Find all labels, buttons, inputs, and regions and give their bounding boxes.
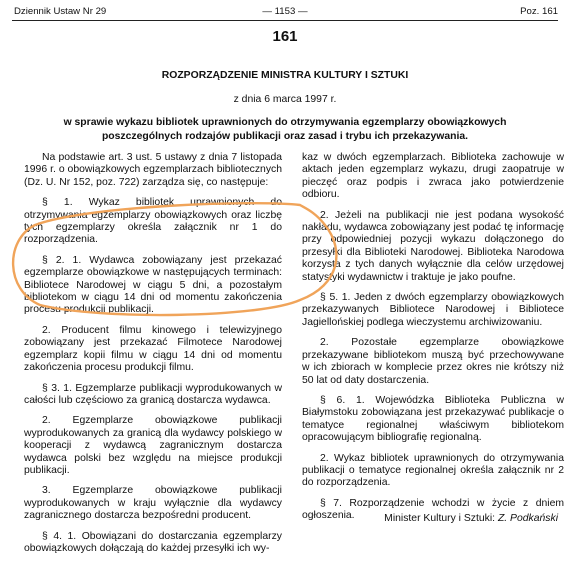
position-number: Poz. 161 [520,6,558,17]
paragraph: § 4. 1. Obowiązani do dostarczania egzemplarzy obowiązkowych dołączają do każdej przesyłki ich wy- [24,530,282,554]
signature-role: Minister Kultury i Sztuki: [384,513,496,524]
paragraph: § 3. 1. Egzemplarze publikacji wyprodukowanych w całości lub częściowo za granicą dostarcza wydawca. [24,382,282,406]
page-number: — 1153 — [262,6,308,17]
journal-name: Dziennik Ustaw Nr 29 [14,6,107,17]
paragraph: 2. Egzemplarze obowiązkowe publikacji wyprodukowanych za granicą dla wydawcy polskiego w kooperacji z wydawcą zagranicznym dostarcza wydawca polski bez względu na miejsce produkcji publikacji. [24,415,282,476]
paragraph: 2. Producent filmu kinowego i telewizyjnego zobowiązany jest przekazać Filmotece Narodowej egzemplarz kopii filmu w ciągu 14 dni od momentu zakończenia procesu produkcji filmu. [24,324,282,374]
paragraph: 2. Pozostałe egzemplarze obowiązkowe przekazywane bibliotekom muszą być przechowywane w ich zbiorach w komplecie przez okres nie krótszy niż 50 lat od daty dostarczenia. [302,337,564,386]
act-title: ROZPORZĄDZENIE MINISTRA KULTURY I SZTUKI [161,70,409,81]
paragraph: 2. Wykaz bibliotek uprawnionych do otrzymywania publikacji o tematyce regionalnej określa załącznik nr 2 do rozporządzenia. [302,452,564,489]
paragraph: § 6. 1. Wojewódzka Biblioteka Publiczna w Białymstoku zobowiązana jest przekazywać publikacje o tematyce regionalnej właściwym bibliotekom opracowującym bibliografię regionalną. [302,394,564,444]
paragraph: 2. Jeżeli na publikacji nie jest podana wysokość nakładu, wydawca zobowiązany jest podać tę informację przy odpowiedniej pozycji wykazu dołączonego do przesyłki dla Biblioteki Narodowej. Biblioteka Narodowa korzysta z tych danych wyłącznie dla celów urzędowej statystyki wydawnictw i traktuje je jako poufne. [302,209,564,283]
act-number: 161 [272,28,298,45]
signature-name: Z. Podkański [497,513,558,524]
paragraph: 3. Egzemplarze obowiązkowe publikacji wyprodukowanych w kraju wyłącznie dla wydawcy zagranicznego dostarcza bezpośredni producent. [24,485,282,522]
paragraph: § 5. 1. Jeden z dwóch egzemplarzy obowiązkowych przekazywanych Bibliotece Narodowej i Bibliotece Jagiellońskiej podlega wieczystemu archiwizowaniu. [302,292,564,328]
paragraph: § 1. Wykaz bibliotek uprawnionych do otrzymywania egzemplarzy obowiązkowych oraz liczbę tych egzemplarzy określa załącznik nr 1 do rozporządzenia. [24,197,282,246]
paragraph: Na podstawie art. 3 ust. 5 ustawy z dnia 7 listopada 1996 r. o obowiązkowych egzemplarzach bibliotecznych (Dz. U. Nr 152, poz. 722) zarządza się, co następuje: [24,152,282,188]
paragraph: kaz w dwóch egzemplarzach. Biblioteka zachowuje w aktach jeden egzemplarz wykazu, drugi zaopatruje w pieczęć oraz podpis i zwraca jako potwierdzenie odbioru. [302,152,564,201]
paragraph: § 7. Rozporządzenie wchodzi w życie z dniem ogłoszenia. [302,497,564,522]
act-date: z dnia 6 marca 1997 r. [233,94,337,105]
paragraph: § 2. 1. Wydawca zobowiązany jest przekazać egzemplarze obowiązkowe w następujących terminach: Bibliotece Narodowej w ciągu 5 dni, a pozostałym bibliotekom w ciągu 14 dni od momentu zakończenia procesu produkcji publikacji. [24,254,282,316]
act-subject: w sprawie wykazu bibliotek uprawnionych do otrzymywania egzemplarzy obowiązkowych poszczególnych rodzajów publikacji oraz zasad i trybu ich przekazywania. [63,117,507,142]
